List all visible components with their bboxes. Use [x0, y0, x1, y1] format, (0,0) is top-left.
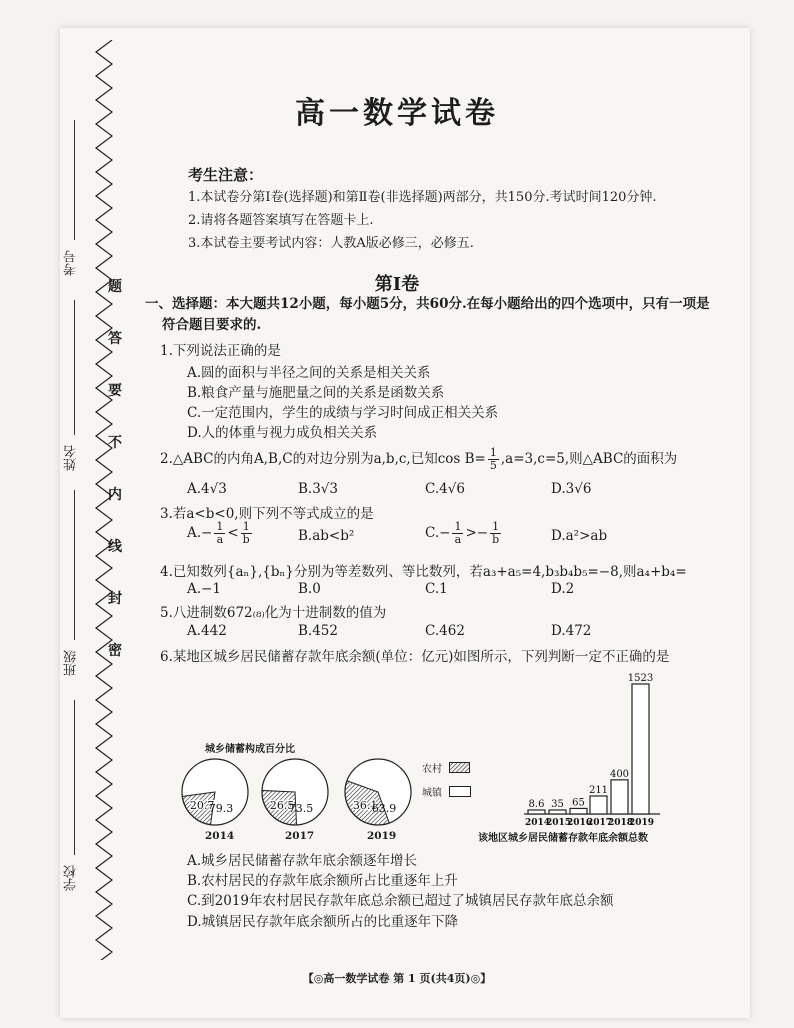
name-label: 姓名: [64, 445, 79, 471]
seal-char: 密: [108, 643, 122, 659]
question-option: D.2: [551, 581, 575, 597]
section-heading: [145, 294, 710, 336]
question-option: C.462: [425, 623, 465, 639]
question-option: B.粮食产量与施肥量之间的关系是函数关系: [187, 385, 445, 401]
fraction: [214, 521, 225, 546]
question-option: B.3√3: [298, 481, 338, 497]
school-label: 学校: [64, 865, 79, 891]
pie-rural-value: 26.5: [269, 798, 295, 812]
option-text: <: [227, 525, 239, 541]
question-option: B.452: [298, 623, 338, 639]
bar-year-label: 2017: [586, 818, 613, 828]
legend-rural-label: 农村: [422, 764, 442, 775]
question-option: D.人的体重与视力成负相关关系: [187, 425, 378, 441]
question-option: B.ab<b²: [298, 528, 355, 544]
question-option: C.1: [425, 581, 448, 597]
bar-year-label: 2018: [607, 818, 634, 828]
bar: [611, 780, 628, 814]
class-label: 班级: [64, 650, 79, 676]
exam-number-line: [74, 120, 75, 240]
stem-text: ,a=3,c=5,则△ABC的面积为: [500, 451, 678, 467]
notice-item: 3.本试卷主要考试内容：人教A版必修三，必修五.: [188, 236, 474, 251]
question-option: D.城镇居民存款年底余额所占的比重逐年下降: [187, 914, 459, 930]
question-option: B.农村居民的存款年底余额所占比重逐年上升: [187, 873, 458, 889]
question-stem: 1.下列说法正确的是: [160, 343, 281, 359]
bar: [590, 796, 607, 814]
fraction-den: b: [242, 533, 250, 546]
question-stem: 3.若a<b<0,则下列不等式成立的是: [160, 506, 374, 522]
bar-year-label: 2016: [566, 818, 593, 828]
seal-char: 题: [108, 279, 122, 295]
seal-char: 封: [108, 591, 122, 607]
question-option: C.到2019年农村居民存款年底总余额已超过了城镇居民存款年底总余额: [187, 893, 614, 909]
name-line: [74, 300, 75, 435]
fraction-num: 1: [241, 521, 252, 534]
fraction: [241, 521, 252, 546]
bar-value-label: 8.6: [528, 799, 545, 810]
notice-item: 2.请将各题答案填写在答题卡上.: [188, 213, 374, 228]
bar-year-label: 2019: [628, 818, 655, 828]
question-option: A.442: [187, 623, 227, 639]
question-stem: 4.已知数列{aₙ},{bₙ}分别为等差数列、等比数列，若a₃+a₅=4,b₃b₄b₅=−8,则a₄+b₄=: [160, 564, 687, 580]
pie-year-label: 2019: [367, 830, 397, 842]
fraction-num: 1: [216, 520, 224, 533]
question-option: D.3√6: [551, 481, 592, 497]
bar-value-label: 400: [609, 768, 630, 780]
question-option: C.4√6: [425, 481, 465, 497]
section-heading-line: 符合题目要求的.: [162, 317, 262, 333]
seal-char: 不: [108, 435, 122, 451]
pie-rural-value: 36.1: [352, 798, 378, 812]
pie-chart-title: 城乡储蓄构成百分比: [205, 744, 295, 755]
part-title: 第Ⅰ卷: [374, 274, 420, 295]
bar-year-label: 2014: [524, 818, 551, 828]
bar: [570, 808, 587, 814]
bar-value-label: 35: [551, 799, 564, 810]
fraction-num: 1: [489, 446, 497, 459]
fraction-den: 5: [489, 459, 497, 472]
school-line: [74, 700, 75, 855]
question-option: [187, 521, 254, 546]
stem-text: 2.△ABC的内角A,B,C的对边分别为a,b,c,已知cos B=: [160, 451, 486, 467]
option-text: >−: [465, 525, 489, 541]
page-footer: 【◎高一数学试卷 第 1 页(共4页)◎】: [302, 972, 492, 985]
bar-value-label: 65: [572, 797, 585, 809]
bar-chart-title: 该地区城乡居民储蓄存款年底余额总数: [478, 833, 648, 844]
pie-year-label: 2014: [205, 830, 235, 842]
bar: [528, 810, 545, 814]
question-option: A.圆的面积与半径之间的关系是相关关系: [187, 365, 431, 381]
question-option: A.−1: [187, 581, 221, 597]
pie-urban-value: 63.9: [371, 802, 397, 815]
option-text: C.−: [425, 525, 451, 541]
legend-rural-swatch: [449, 762, 471, 774]
pie-year-label: 2017: [285, 830, 315, 842]
fraction: [452, 521, 463, 546]
bar-chart: [522, 672, 662, 828]
legend-urban-label: 城镇: [422, 788, 442, 799]
question-option: B.0: [298, 581, 321, 597]
pie-urban-value: 73.5: [288, 802, 314, 815]
question-option: D.a²>ab: [551, 528, 608, 544]
seal-char: 线: [108, 539, 122, 555]
fraction: [488, 447, 499, 472]
class-line: [74, 490, 75, 640]
fraction-den: b: [492, 533, 500, 546]
question-option: A.4√3: [187, 481, 227, 497]
seal-char: 内: [108, 487, 122, 503]
question-stem: 5.八进制数672₍₈₎化为十进制数的值为: [160, 605, 387, 621]
question-option: C.一定范围内，学生的成绩与学习时间成正相关关系: [187, 405, 499, 421]
seal-char: 要: [108, 383, 122, 399]
bar-year-label: 2015: [545, 818, 572, 828]
fraction: [490, 521, 501, 546]
fraction-num: 1: [490, 521, 501, 534]
notice-heading: 考生注意：: [188, 166, 264, 184]
fraction-num: 1: [454, 520, 462, 533]
question-stem: 6.某地区城乡居民储蓄存款年底余额(单位：亿元)如图所示，下列判断一定不正确的是: [160, 649, 670, 665]
seal-char: 答: [108, 331, 122, 347]
exam-number-label: 考号: [64, 250, 79, 276]
question-option: [425, 521, 503, 546]
section-heading-line: 一、选择题：本大题共12小题，每小题5分，共60分.在每小题给出的四个选项中，只有一项是: [145, 296, 710, 312]
option-text: A.−: [187, 525, 213, 541]
bar-value-label: 211: [588, 784, 609, 796]
notice-item: 1.本试卷分第Ⅰ卷(选择题)和第Ⅱ卷(非选择题)两部分，共150分.考试时间120分钟.: [188, 190, 657, 205]
pie-urban-value: 79.3: [208, 802, 234, 815]
fraction-den: a: [216, 533, 224, 546]
pie-rural-value: 20.7: [189, 798, 215, 812]
bar-value-label: 1523: [627, 673, 654, 684]
bar: [549, 810, 566, 814]
question-option: A.城乡居民储蓄存款年底余额逐年增长: [187, 853, 418, 869]
question-stem: [160, 447, 677, 472]
page-title: 高一数学试卷: [295, 96, 499, 131]
legend-urban-swatch: [449, 786, 471, 797]
bar: [632, 684, 649, 814]
fraction-den: a: [454, 533, 462, 546]
question-option: D.472: [551, 623, 592, 639]
